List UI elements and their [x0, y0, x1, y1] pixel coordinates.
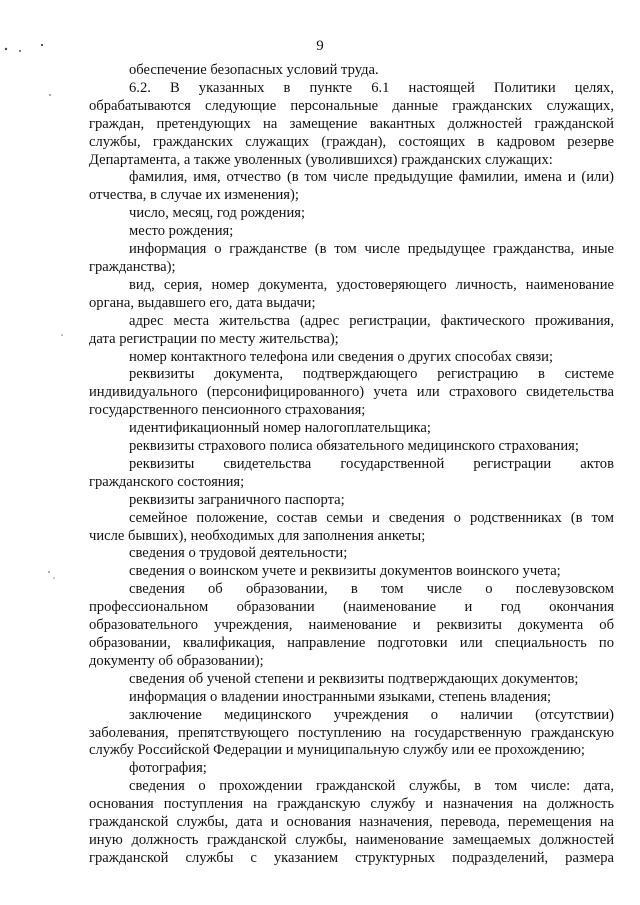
paragraph-line — [89, 832, 614, 850]
paragraph-line — [89, 653, 614, 671]
paragraph-line — [89, 814, 614, 832]
paragraph-line — [89, 80, 614, 98]
text-line: сведения о воинском учете и реквизиты документов воинского учета; — [129, 563, 561, 580]
text-line: обрабатываются следующие персональные данные гражданских служащих, — [89, 97, 614, 114]
text-line: реквизиты страхового полиса обязательного медицинского страхования; — [129, 438, 579, 455]
text-line: гражданства); — [89, 258, 176, 275]
text-line: гражданской службы с указанием структурных подразделений, размера — [89, 849, 614, 866]
paragraph-line — [89, 796, 614, 814]
document-body — [89, 62, 614, 868]
text-line: число, месяц, год рождения; — [129, 205, 306, 222]
paragraph-line — [89, 295, 614, 313]
text-line: реквизиты заграничного паспорта; — [129, 491, 345, 508]
paragraph-line — [89, 474, 614, 492]
text-line: сведения о прохождении гражданской службы, в том числе: дата, — [129, 778, 614, 795]
paragraph-line — [89, 510, 614, 528]
text-line: сведения о трудовой деятельности; — [129, 545, 348, 562]
text-line: документу об образовании); — [89, 652, 264, 669]
text-line: вид, серия, номер документа, удостоверяющего личность, наименование — [129, 276, 614, 293]
text-line: гражданской службы, дата и основания назначения, перевода, перемещения на — [89, 814, 614, 831]
text-line: семейное положение, состав семьи и сведения о родственниках (в том — [129, 509, 614, 526]
paragraph-line — [89, 169, 614, 187]
paragraph-line — [89, 384, 614, 402]
text-line: иную должность гражданской службы, наименование замещаемых должностей — [89, 831, 614, 848]
paragraph-line — [89, 62, 614, 80]
paragraph-line — [89, 671, 614, 689]
paragraph-line — [89, 241, 614, 259]
paragraph-line — [89, 349, 614, 367]
paragraph-line — [89, 725, 614, 743]
page-number: 9 — [316, 38, 324, 54]
paragraph-line — [89, 402, 614, 420]
text-line: обеспечение безопасных условий труда. — [129, 62, 379, 78]
text-line: заболевания, препятствующего поступлению на государственную гражданскую — [89, 724, 614, 741]
paragraph-line — [89, 331, 614, 349]
text-line: основания поступления на гражданскую службу и назначения на должность — [89, 796, 614, 813]
paragraph-line — [89, 563, 614, 581]
paragraph-line — [89, 617, 614, 635]
paragraph-line — [89, 259, 614, 277]
text-line: органа, выдавшего его, дата выдачи; — [89, 294, 316, 311]
paragraph-line — [89, 313, 614, 331]
text-line: профессиональном образовании (наименование и год окончания — [89, 599, 614, 616]
text-line: отчества, в случае их изменения); — [89, 187, 299, 204]
text-line: государственного пенсионного страхования; — [89, 402, 366, 419]
text-line: заключение медицинского учреждения о наличии (отсутствии) — [129, 706, 614, 723]
text-line: информация о владении иностранными языками, степень владения; — [129, 688, 552, 705]
paragraph-line — [89, 599, 614, 617]
paragraph-line — [89, 438, 614, 456]
text-line: фотография; — [129, 760, 207, 777]
text-line: сведения об ученой степени и реквизиты подтверждающих документов; — [129, 670, 579, 687]
paragraph-line — [89, 116, 614, 134]
paragraph-line — [89, 850, 614, 868]
text-line: образовании, квалификация, направление подготовки или специальность по — [89, 635, 614, 651]
paragraph-line — [89, 492, 614, 510]
paragraph-line — [89, 134, 614, 152]
paragraph-line — [89, 98, 614, 116]
text-line: фамилия, имя, отчество (в том числе предыдущие фамилии, имена и (или) — [129, 169, 614, 186]
text-line: дата регистрации по месту жительства); — [89, 330, 339, 347]
paragraph-line — [89, 223, 614, 241]
text-line: номер контактного телефона или сведения о других способах связи; — [129, 348, 554, 365]
text-line: индивидуального (персонифицированного) учета или страхового свидетельства — [89, 384, 614, 401]
paragraph-line — [89, 742, 614, 760]
paragraph-line — [89, 581, 614, 599]
text-line: место рождения; — [129, 223, 234, 240]
paragraph-line — [89, 205, 614, 223]
text-line: 6.2. В указанных в пункте 6.1 настоящей Политики целях, — [129, 79, 614, 96]
paragraph-line — [89, 689, 614, 707]
text-line: реквизиты свидетельства государственной регистрации актов — [129, 455, 614, 472]
paragraph-line — [89, 528, 614, 546]
paragraph-line — [89, 635, 614, 653]
text-line: сведения об образовании, в том числе о послевузовском — [129, 581, 614, 598]
text-line: службы, гражданских служащих (граждан), состоящих в кадровом резерве — [89, 133, 614, 150]
text-line: реквизиты документа, подтверждающего регистрацию в системе — [129, 366, 614, 383]
paragraph-line — [89, 707, 614, 725]
text-line: идентификационный номер налогоплательщика; — [129, 420, 431, 437]
text-line: гражданского состояния; — [89, 473, 245, 490]
paragraph-line — [89, 778, 614, 796]
text-line: образовательного учреждения, наименование и реквизиты документа об — [89, 617, 614, 634]
text-line: информация о гражданстве (в том числе предыдущее гражданства, иные — [129, 241, 614, 258]
paragraph-line — [89, 366, 614, 384]
paragraph-line — [89, 545, 614, 563]
scan-specks — [0, 0, 100, 905]
text-line: адрес места жительства (адрес регистрации, фактического проживания, — [129, 312, 614, 329]
paragraph-line — [89, 187, 614, 205]
text-line: Департамента, а также уволенных (уволившихся) гражданских служащих: — [89, 151, 553, 168]
paragraph-line — [89, 456, 614, 474]
paragraph-line — [89, 277, 614, 295]
text-line: службу Российской Федерации и муниципальную службу или ее прохождению; — [89, 742, 585, 759]
paragraph-line — [89, 152, 614, 170]
paragraph-line — [89, 760, 614, 778]
text-line: числе бывших), необходимых для заполнения анкеты; — [89, 527, 426, 544]
text-line: граждан, претендующих на замещение вакантных должностей гражданской — [89, 115, 614, 132]
paragraph-line — [89, 420, 614, 438]
